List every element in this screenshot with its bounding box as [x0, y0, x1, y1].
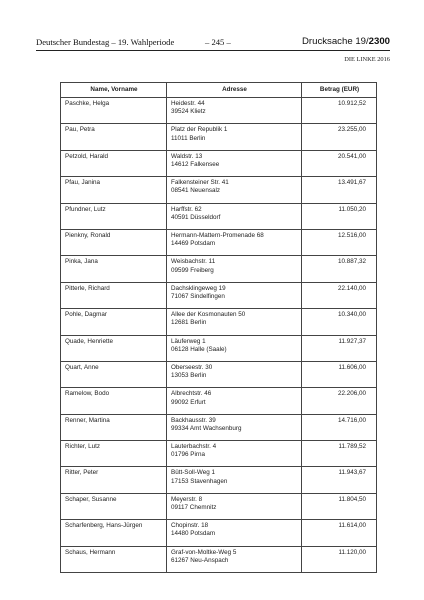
document-number [302, 36, 390, 47]
cell-address [167, 467, 302, 493]
table-row [61, 493, 377, 519]
address-city: 08541 Neuensalz [171, 187, 221, 195]
header-publication: Deutscher Bundestag – 19. Wahlperiode [36, 37, 175, 47]
cell-address [167, 335, 302, 361]
table-row [61, 441, 377, 467]
cell-address [167, 520, 302, 546]
cell-name: Pienkny, Ronald [61, 229, 167, 255]
cell-name: Richter, Lutz [61, 441, 167, 467]
cell-address [167, 229, 302, 255]
address-city: 14480 Potsdam [171, 530, 216, 538]
table-row [61, 124, 377, 150]
table-row [61, 309, 377, 335]
cell-address [167, 309, 302, 335]
table-row [61, 414, 377, 440]
cell-address [167, 98, 302, 124]
column-header-name: Name, Vorname [61, 83, 167, 98]
address-street: Waldstr. 13 [171, 152, 203, 160]
cell-amount: 10.887,32 [302, 256, 377, 282]
cell-amount: 11.789,52 [302, 441, 377, 467]
column-header-amount: Betrag (EUR) [302, 83, 377, 98]
cell-address [167, 203, 302, 229]
cell-amount: 11.120,00 [302, 546, 377, 572]
address-street: Falkensteiner Str. 41 [171, 179, 229, 187]
cell-address [167, 256, 302, 282]
cell-amount: 20.541,00 [302, 150, 377, 176]
table-row [61, 520, 377, 546]
table-row [61, 229, 377, 255]
cell-amount: 14.716,00 [302, 414, 377, 440]
address-street: Läuferweg 1 [171, 337, 206, 345]
address-city: 11011 Berlin [171, 134, 206, 142]
address-street: Dachsklingeweg 19 [171, 284, 226, 292]
cell-amount: 23.255,00 [302, 124, 377, 150]
cell-address [167, 177, 302, 203]
table-row [61, 282, 377, 308]
address-street: Platz der Republik 1 [171, 126, 228, 134]
address-city: 17153 Stavenhagen [171, 477, 228, 485]
cell-amount: 11.614,00 [302, 520, 377, 546]
cell-address [167, 414, 302, 440]
page-header [36, 37, 390, 49]
address-street: Lauterbachstr. 4 [171, 443, 217, 451]
cell-address [167, 388, 302, 414]
cell-name: Quart, Anne [61, 361, 167, 387]
address-city: 06128 Halle (Saale) [171, 345, 227, 353]
document-number-prefix: Drucksache 19/ [302, 36, 369, 47]
address-city: 71067 Sindelfingen [171, 292, 225, 300]
cell-address [167, 150, 302, 176]
address-city: 09117 Chemnitz [171, 504, 217, 512]
address-city: 09599 Freiberg [171, 266, 214, 274]
cell-address [167, 124, 302, 150]
cell-name: Schaus, Hermann [61, 546, 167, 572]
cell-name: Ritter, Peter [61, 467, 167, 493]
address-city: 61267 Neu-Anspach [171, 556, 229, 564]
address-street: Harffstr. 62 [171, 205, 202, 213]
address-street: Albrechtstr. 46 [171, 390, 212, 398]
party-label: DIE LINKE 2016 [344, 56, 390, 63]
cell-amount: 10.340,00 [302, 309, 377, 335]
cell-address [167, 361, 302, 387]
cell-amount: 13.491,67 [302, 177, 377, 203]
address-city: 01796 Pirna [171, 451, 205, 459]
cell-name: Paschke, Helga [61, 98, 167, 124]
cell-name: Ramelow, Bodo [61, 388, 167, 414]
cell-amount: 11.804,50 [302, 493, 377, 519]
cell-address [167, 493, 302, 519]
table-row [61, 361, 377, 387]
document-number-bold: 2300 [368, 36, 390, 47]
table-row [61, 388, 377, 414]
address-street: Hermann-Mattern-Promenade 68 [171, 231, 264, 239]
address-city: 40591 Düsseldorf [171, 213, 221, 221]
cell-amount: 11.606,00 [302, 361, 377, 387]
table-row [61, 177, 377, 203]
cell-name: Quade, Henriette [61, 335, 167, 361]
cell-amount: 11.943,67 [302, 467, 377, 493]
cell-amount: 11.050,20 [302, 203, 377, 229]
address-street: Chopinstr. 18 [171, 522, 209, 530]
table-row [61, 467, 377, 493]
address-city: 13053 Berlin [171, 372, 207, 380]
table-row [61, 335, 377, 361]
address-city: 99092 Erfurt [171, 398, 206, 406]
cell-name: Scharfenberg, Hans-Jürgen [61, 520, 167, 546]
address-city: 39524 Klietz [171, 108, 206, 116]
table-row [61, 546, 377, 572]
cell-name: Pfau, Janina [61, 177, 167, 203]
column-header-address: Adresse [167, 83, 302, 98]
address-street: Heidestr. 44 [171, 100, 205, 107]
cell-amount: 11.927,37 [302, 335, 377, 361]
cell-address [167, 441, 302, 467]
header-rule [36, 50, 390, 51]
address-street: Graf-von-Moltke-Weg 5 [171, 548, 237, 556]
cell-address [167, 282, 302, 308]
table-header-row [61, 83, 377, 98]
donations-table [60, 82, 377, 573]
table-row [61, 98, 377, 124]
page-number: – 245 – [205, 37, 231, 47]
address-city: 14469 Potsdam [171, 240, 216, 248]
cell-name: Pitterle, Richard [61, 282, 167, 308]
cell-name: Renner, Martina [61, 414, 167, 440]
cell-name: Pohle, Dagmar [61, 309, 167, 335]
cell-amount: 22.206,00 [302, 388, 377, 414]
cell-amount: 10.912,52 [302, 98, 377, 124]
address-street: Meyerstr. 8 [171, 495, 203, 503]
table-body [61, 98, 377, 573]
address-city: 99334 Amt Wachsenburg [171, 424, 242, 432]
table-row [61, 150, 377, 176]
address-street: Allee der Kosmonauten 50 [171, 311, 246, 319]
address-city: 14612 Falkensee [171, 160, 220, 168]
cell-name: Schaper, Susanne [61, 493, 167, 519]
cell-name: Petzold, Harald [61, 150, 167, 176]
address-city: 12681 Berlin [171, 319, 207, 327]
table-row [61, 203, 377, 229]
address-street: Backhausstr. 39 [171, 416, 216, 424]
cell-name: Pau, Petra [61, 124, 167, 150]
cell-amount: 12.516,00 [302, 229, 377, 255]
cell-amount: 22.140,00 [302, 282, 377, 308]
address-street: Bütt-Soll-Weg 1 [171, 469, 215, 477]
table-row [61, 256, 377, 282]
cell-address [167, 546, 302, 572]
cell-name: Pfundner, Lutz [61, 203, 167, 229]
address-street: Weisbachstr. 11 [171, 258, 216, 266]
address-street: Oberseestr. 30 [171, 363, 213, 371]
cell-name: Pinka, Jana [61, 256, 167, 282]
